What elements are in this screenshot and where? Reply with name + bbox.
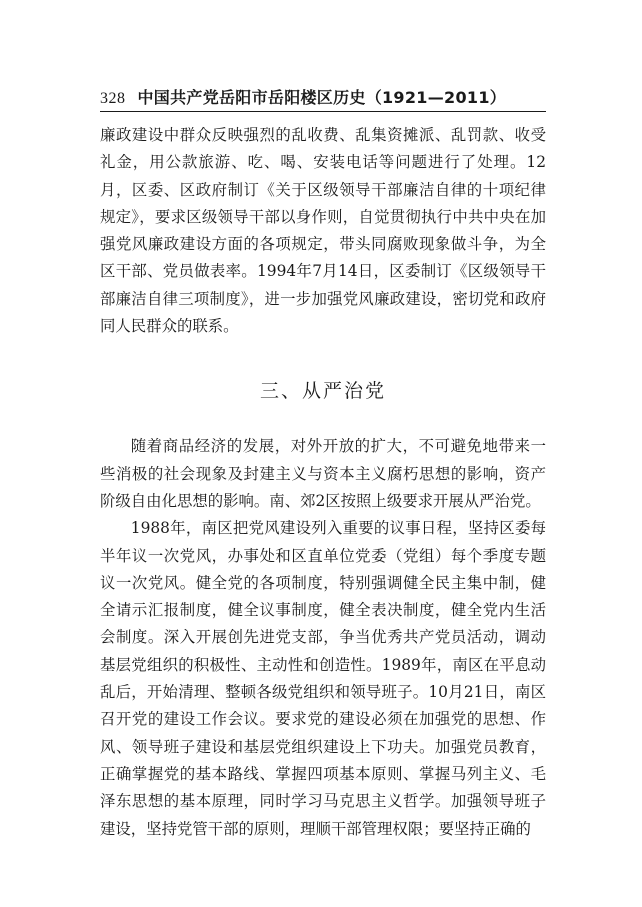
- paragraph-1988: 1988年，南区把党风建设列入重要的议事日程，坚持区委每半年议一次党风，办事处和区直单位党委（党组）每个季度专题议一次党风。健全党的各项制度，特别强调健全民主集中制，健全请示汇报制度，健全议事制度，健全表决制度，健全党内生活会制度。深入开展创先进党支部，争当优秀共产党员活动，调动基层党组织的积极性、主动性和创造性。1989年，南区在平息动乱后，开始清理、整顿各级党组织和领导班子。10月21日，南区召开党的建设工作会议。要求党的建设必须在加强党的思想、作风、领导班子建设和基层党组织建设上下功夫。加强党员教育，正确掌握党的基本路线、掌握四项基本原则、掌握马列主义、毛泽东思想的基本原理，同时学习马克思主义哲学。加强领导班子建设，坚持党管干部的原则，理顺干部管理权限；要坚持正确的: [100, 519, 546, 838]
- page-header: [100, 82, 546, 112]
- paragraph-continued: 廉政建设中群众反映强烈的乱收费、乱集资摊派、乱罚款、收受礼金，用公款旅游、吃、喝、安装电话等问题进行了处理。12月，区委、区政府制订《关于区级领导干部廉洁自律的十项纪律规定》，要求区级领导干部以身作则，自觉贯彻执行中共中央在加强党风廉政建设方面的各项规定，带头同腐败现象做斗争，为全区干部、党员做表率。1994年7月14日，区委制订《区级领导干部廉洁自律三项制度》，进一步加强党风廉政建设，密切党和政府同人民群众的联系。: [100, 126, 546, 336]
- section-heading: 三、从严治党: [259, 380, 386, 403]
- running-title: 中国共产党岳阳市岳阳楼区历史（1921—2011）: [137, 88, 507, 107]
- page-number: 328: [100, 90, 126, 107]
- paragraph-intro: 随着商品经济的发展，对外开放的扩大，不可避免地带来一些消极的社会现象及封建主义与资本主义腐朽思想的影响，资产阶级自由化思想的影响。南、郊2区按照上级要求开展从严治党。: [100, 437, 546, 510]
- page-body: [100, 122, 546, 843]
